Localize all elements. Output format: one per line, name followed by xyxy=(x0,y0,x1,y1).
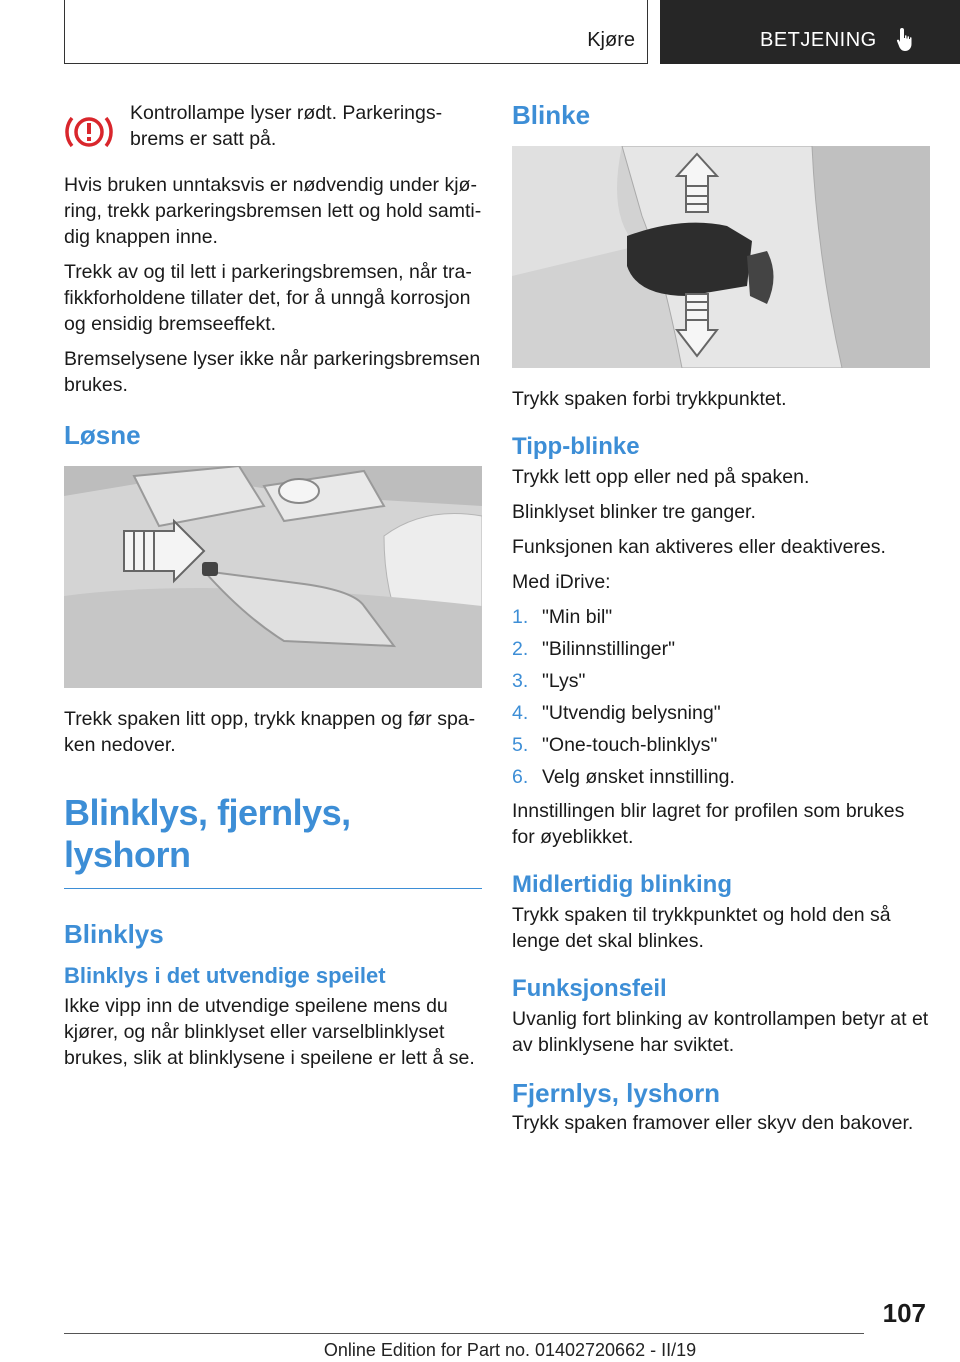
heading-speilet: Blinklys i det utvendige speilet xyxy=(64,963,386,988)
paragraph: Bremselysene lyser ikke når parkeringsbremsen brukes. xyxy=(64,348,481,396)
turn-signal-illustration xyxy=(512,146,930,368)
header-chapter: Kjøre xyxy=(587,29,635,51)
paragraph: Funksjonen kan aktiveres eller deaktiveres. xyxy=(512,536,886,558)
paragraph: Trykk spaken til trykkpunktet og hold den så lenge det skal blinkes. xyxy=(512,904,891,952)
figure-caption: Trekk spaken litt opp, trykk knappen og før spaken nedover. xyxy=(64,708,476,756)
list-item: 3. "Lys" xyxy=(512,670,586,692)
warning-text: Kontrollampe lyser rødt. Parkeringsbrems er satt på. xyxy=(130,102,443,150)
pointing-hand-icon xyxy=(896,26,920,54)
figure-parking-brake xyxy=(64,466,482,688)
figure-caption: Trykk spaken forbi trykkpunktet. xyxy=(512,388,787,410)
header-section: BETJENING xyxy=(760,29,877,51)
page-number: 107 xyxy=(882,1298,926,1328)
paragraph: Med iDrive: xyxy=(512,571,611,593)
figure-turn-signal xyxy=(512,146,930,368)
heading-funksjonsfeil: Funksjonsfeil xyxy=(512,975,667,1002)
heading-fjernlys: Fjernlys, lyshorn xyxy=(512,1078,721,1108)
paragraph: Uvanlig fort blinking av kontrollampen betyr at et av blinklysene har sviktet. xyxy=(512,1008,929,1056)
right-column xyxy=(512,100,930,1145)
paragraph: Hvis bruken unntaksvis er nødvendig under kjøring, trekk parkeringsbremsen lett og hold samtidig knappen inne. xyxy=(64,174,482,248)
list-item: 1. "Min bil" xyxy=(512,606,613,628)
heading-midlertidig: Midlertidig blinking xyxy=(512,871,732,898)
footer-edition: Online Edition for Part no. 01402720662 - II/19 xyxy=(323,1340,697,1360)
header-chapter-box xyxy=(64,0,648,64)
header-section-box xyxy=(660,0,960,64)
left-column xyxy=(64,100,482,1080)
list-item: 5. "One-touch-blinklys" xyxy=(512,734,718,756)
paragraph: Blinklyset blinker tre ganger. xyxy=(512,501,756,523)
paragraph: Ikke vipp inn de utvendige speilene mens du kjører, og når blinklyset eller varselblinklyset brukes, slik at blinklysene i speilene er lett å se. xyxy=(64,995,475,1069)
footer-divider xyxy=(64,1333,864,1334)
paragraph: Trekk av og til lett i parkeringsbremsen, når trafikkforholdene tillater det, for å unngå korrosjon og ensidig bremseeffekt. xyxy=(64,261,472,335)
heading-blinklys: Blinklys xyxy=(64,919,164,949)
list-item: 6. Velg ønsket innstilling. xyxy=(512,766,735,788)
paragraph: Innstillingen blir lagret for profilen som brukes for øyeblikket. xyxy=(512,800,905,848)
parking-brake-illustration xyxy=(64,466,482,688)
list-item: 4. "Utvendig belysning" xyxy=(512,702,721,724)
paragraph: Trykk spaken framover eller skyv den bakover. xyxy=(512,1112,914,1134)
parking-brake-warning-icon xyxy=(64,112,114,152)
heading-main: Blinklys, fjernlys, lyshorn xyxy=(64,792,482,889)
heading-tipp-blinke: Tipp-blinke xyxy=(512,433,640,460)
list-item: 2. "Bilinnstillinger" xyxy=(512,638,676,660)
paragraph: Trykk lett opp eller ned på spaken. xyxy=(512,466,810,488)
warning-row xyxy=(64,100,482,160)
heading-blinke: Blinke xyxy=(512,100,591,130)
idrive-steps xyxy=(512,604,930,790)
heading-losne: Løsne xyxy=(64,420,141,450)
